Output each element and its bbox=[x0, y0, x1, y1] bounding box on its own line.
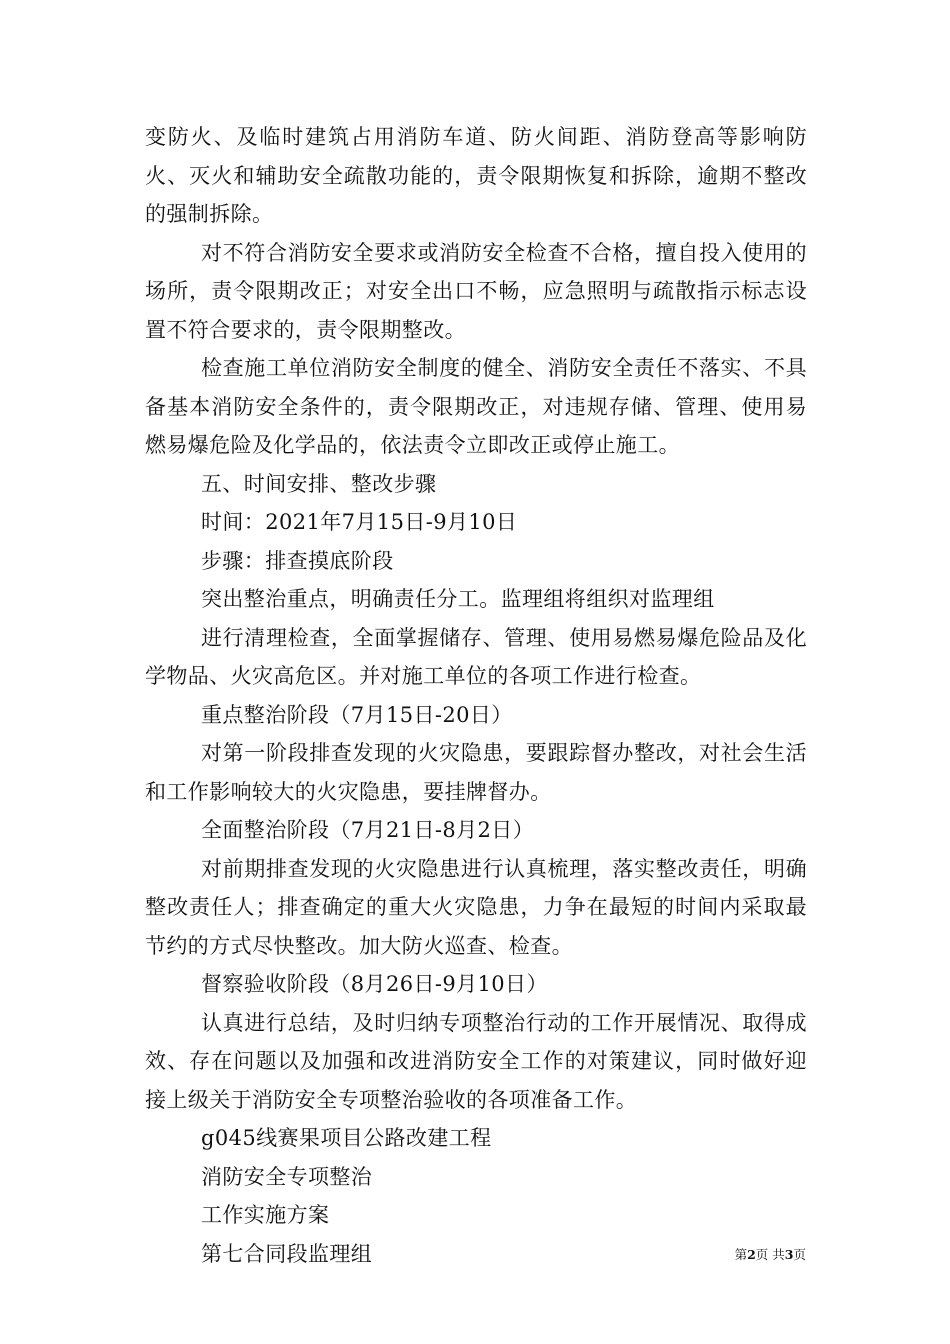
supervision-group: 第七合同段监理组 bbox=[201, 1241, 373, 1266]
total-page-number: 3 bbox=[784, 1247, 794, 1262]
paragraph-early-investigation: 对前期排查发现的火灾隐患进行认真梳理，落实整改责任，明确整改责任人；排查确定的重大火灾隐患，力争在最短的时间内采取最节约的方式尽快整改。加大防火巡查、检查。 bbox=[145, 856, 807, 958]
time-line: 时间：2021年7月15日-9月10日 bbox=[201, 510, 518, 534]
footer-suffix: 页 bbox=[793, 1247, 806, 1262]
section-heading-schedule: 五、时间安排、整改步骤 bbox=[201, 471, 437, 496]
footer-prefix: 第 bbox=[734, 1247, 748, 1262]
current-page-number: 2 bbox=[747, 1247, 756, 1262]
paragraph-3: 检查施工单位消防安全制度的健全、消防安全责任不落实、不具备基本消防安全条件的，责令限期改正，对违规存储、管理、使用易燃易爆危险及化学品的，依法责令立即改正或停止施工。 bbox=[145, 356, 807, 457]
footer-middle: 页 共 bbox=[755, 1247, 785, 1262]
step-investigation: 步骤：排查摸底阶段 bbox=[201, 548, 394, 573]
stage-full-rectification: 全面整治阶段（7月21日-8月2日） bbox=[201, 818, 535, 842]
stage-key-rectification: 重点整治阶段（7月15日-20日） bbox=[201, 702, 513, 727]
page-number-footer bbox=[0, 1247, 806, 1263]
paragraph-first-stage: 对第一阶段排查发现的火灾隐患，要跟踪督办整改，对社会生活和工作影响较大的火灾隐患，要挂牌督办。 bbox=[145, 741, 807, 804]
paragraph-1: 变防火、及临时建筑占用消防车道、防火间距、消防登高等影响防火、灭火和辅助安全疏散功能的，责令限期恢复和拆除，逾期不整改的强制拆除。 bbox=[145, 125, 807, 226]
project-name: g045线赛果项目公路改建工程 bbox=[201, 1126, 492, 1150]
paragraph-inspection: 进行清理检查，全面掌握储存、管理、使用易燃易爆危险品及化学物品、火灾高危区。并对施工单位的各项工作进行检查。 bbox=[145, 625, 807, 688]
plan-title: 工作实施方案 bbox=[201, 1203, 330, 1227]
paragraph-focus: 突出整治重点，明确责任分工。监理组将组织对监理组 bbox=[201, 587, 715, 611]
project-subject: 消防安全专项整治 bbox=[201, 1164, 373, 1189]
stage-supervision-acceptance: 督察验收阶段（8月26日-9月10日） bbox=[201, 972, 548, 996]
paragraph-2: 对不符合消防安全要求或消防安全检查不合格，擅自投入使用的场所，责令限期改正；对安全出口不畅，应急照明与疏散指示标志设置不符合要求的，责令限期整改。 bbox=[145, 240, 807, 342]
paragraph-summary: 认真进行总结，及时归纳专项整治行动的工作开展情况、取得成效、存在问题以及加强和改进消防安全工作的对策建议，同时做好迎接上级关于消防安全专项整治验收的各项准备工作。 bbox=[145, 1010, 807, 1112]
document-body bbox=[145, 118, 807, 1273]
